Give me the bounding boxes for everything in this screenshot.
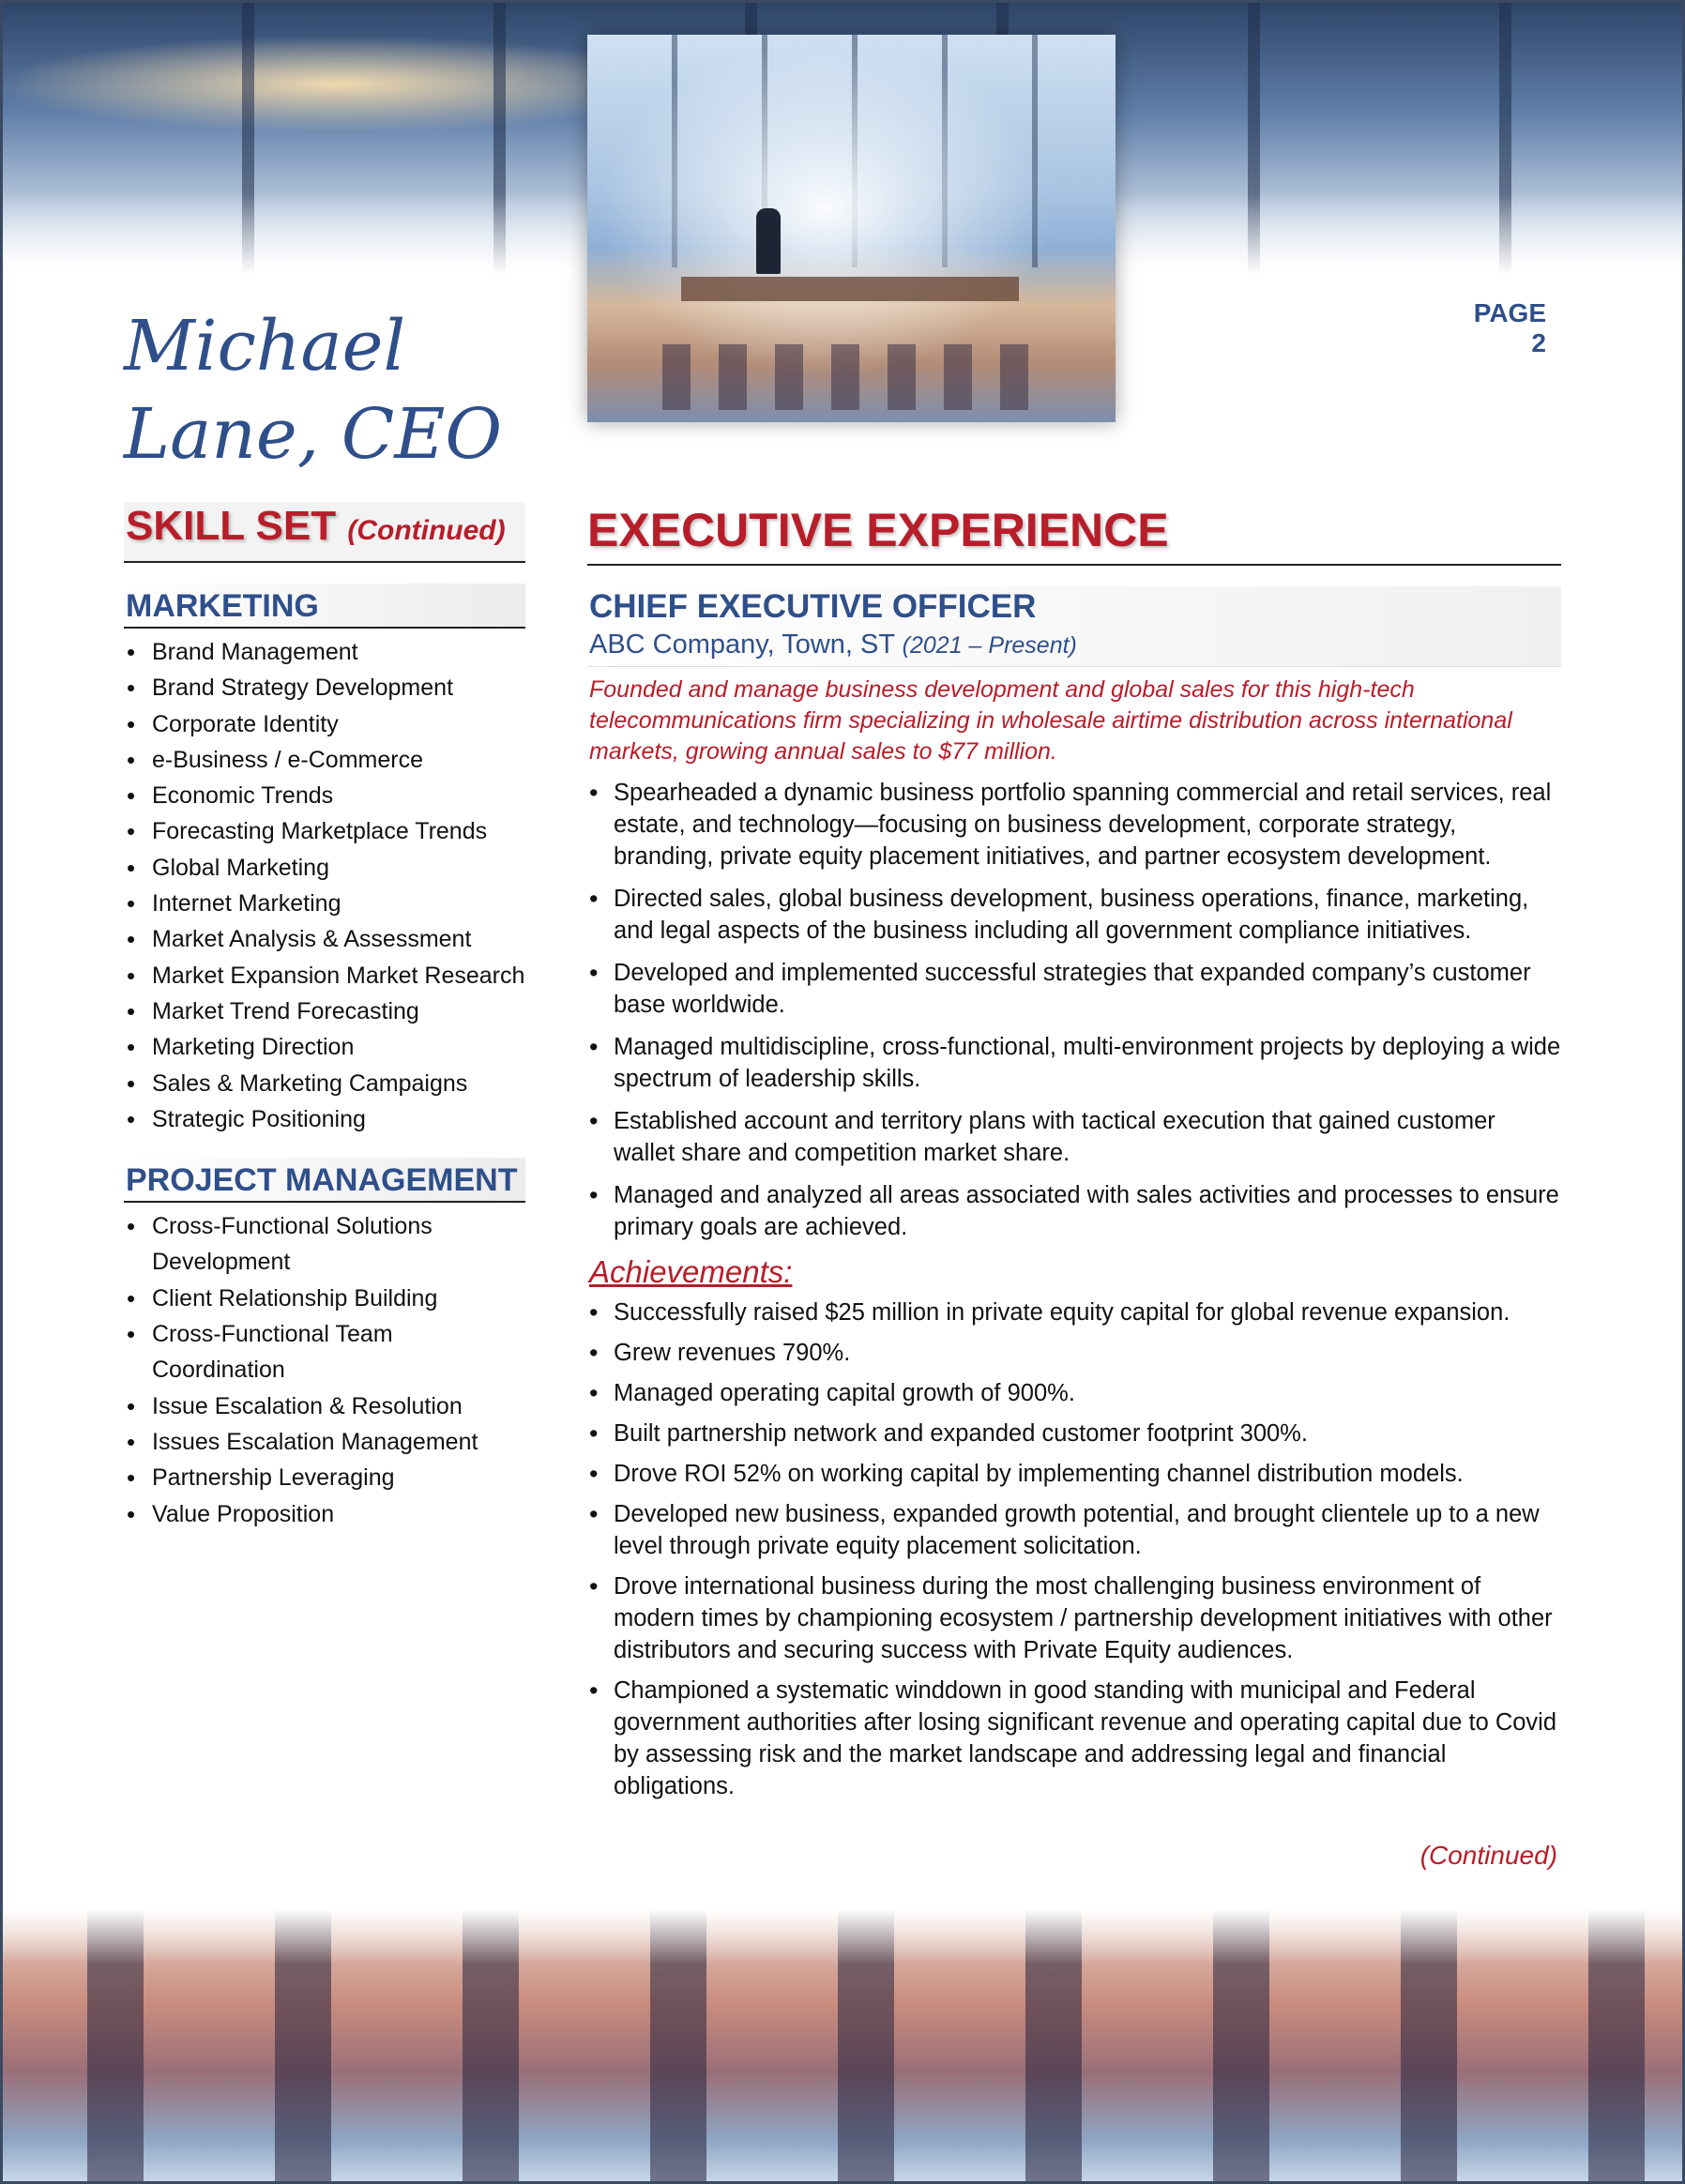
list-item: • Global Marketing — [124, 850, 525, 886]
project-management-heading: PROJECT MANAGEMENT — [124, 1158, 525, 1203]
responsibilities-list — [587, 777, 1561, 1243]
list-item: • Developed and implemented successful strategies that expanded company’s customer base worldwide. — [587, 957, 1561, 1021]
list-item: • Cross-Functional Solutions Development — [124, 1208, 525, 1281]
floor-reflection — [662, 344, 1038, 410]
list-item: • Marketing Direction — [124, 1029, 525, 1065]
list-item: • Economic Trends — [124, 778, 525, 813]
job-title: CHIEF EXECUTIVE OFFICER — [589, 588, 1037, 625]
company-name: ABC Company, Town, ST — [589, 629, 895, 660]
list-item: • Sales & Marketing Campaigns — [124, 1066, 525, 1101]
list-item: • Successfully raised $25 million in private equity capital for global revenue expansion. — [587, 1297, 1561, 1328]
list-item: • Issue Escalation & Resolution — [124, 1388, 525, 1424]
continued-note: (Continued) — [1419, 1841, 1557, 1870]
list-item: • Grew revenues 790%. — [587, 1337, 1561, 1369]
list-item: • Managed multidiscipline, cross-functional, multi-environment projects by deploying a wide spectrum of leadership skills. — [587, 1031, 1561, 1095]
list-item: • Market Analysis & Assessment — [124, 921, 525, 957]
skill-set-title: SKILL SET — [126, 503, 337, 549]
list-item: • e-Business / e-Commerce — [124, 742, 525, 778]
list-item: • Corporate Identity — [124, 706, 525, 742]
candidate-name: Michael Lane, CEO — [124, 306, 503, 475]
achievements-list — [587, 1297, 1561, 1802]
conference-table — [681, 277, 1019, 301]
standing-person-silhouette — [756, 208, 781, 274]
marketing-heading: MARKETING — [124, 584, 525, 629]
list-item: • Developed new business, expanded growth potential, and brought clientele up to a new level through private equity placement solicitation. — [587, 1498, 1561, 1562]
bottom-banner-image — [3, 1909, 1682, 2181]
list-item: • Championed a systematic winddown in good standing with municipal and Federal government authorities after losing significant revenue and operating capital due to Covid by assessing risk and the market landscape and addressing legal and financial obligations. — [587, 1675, 1561, 1802]
project-management-skill-list — [124, 1208, 525, 1532]
list-item: • Managed operating capital growth of 900%. — [587, 1377, 1561, 1409]
list-item: • Directed sales, global business development, business operations, finance, marketing, and legal aspects of the business including all government compliance initiatives. — [587, 883, 1561, 947]
job-summary: Founded and manage business development and global sales for this high-tech telecommunications firm specializing in wholesale airtime distribution across international markets, growing annual sales to $77 million. — [589, 676, 1512, 765]
achievements-heading: Achievements: — [589, 1254, 793, 1289]
list-item: • Brand Management — [124, 634, 525, 670]
marketing-skill-list — [124, 634, 525, 1137]
page-number: PAGE 2 — [1473, 298, 1546, 357]
experience-column — [587, 502, 1561, 1811]
list-item: • Established account and territory plans with tactical execution that gained customer wallet share and competition market share. — [587, 1105, 1561, 1169]
list-item: • Forecasting Marketplace Trends — [124, 813, 525, 849]
list-item: • Internet Marketing — [124, 886, 525, 921]
boardroom-photo — [587, 35, 1116, 422]
list-item: • Issues Escalation Management — [124, 1424, 525, 1460]
list-item: • Drove ROI 52% on working capital by implementing channel distribution models. — [587, 1458, 1561, 1490]
list-item: • Client Relationship Building — [124, 1281, 525, 1316]
job-header — [587, 586, 1561, 667]
company-line — [589, 628, 1559, 662]
list-item: • Drove international business during the most challenging business environment of modern times by championing ecosystem / partnership development initiatives with other distributors and securing success with Private Equity audiences. — [587, 1570, 1561, 1666]
list-item: • Cross-Functional Team Coordination — [124, 1316, 525, 1388]
list-item: • Built partnership network and expanded customer footprint 300%. — [587, 1418, 1561, 1449]
skill-set-continued: (Continued) — [347, 515, 506, 546]
executive-experience-heading: EXECUTIVE EXPERIENCE — [587, 502, 1561, 566]
list-item: • Value Proposition — [124, 1496, 525, 1532]
skill-set-column — [124, 502, 525, 1532]
list-item: • Market Trend Forecasting — [124, 993, 525, 1029]
list-item: • Managed and analyzed all areas associated with sales activities and processes to ensure primary goals are achieved. — [587, 1179, 1561, 1243]
employment-dates: (2021 – Present) — [902, 632, 1077, 659]
list-item: • Market Expansion Market Research — [124, 958, 525, 993]
list-item: • Brand Strategy Development — [124, 670, 525, 705]
list-item: • Partnership Leveraging — [124, 1460, 525, 1495]
list-item: • Strategic Positioning — [124, 1101, 525, 1137]
skill-set-heading — [124, 502, 525, 563]
list-item: • Spearheaded a dynamic business portfolio spanning commercial and retail services, real estate, and technology—focusing on business development, corporate strategy, branding, private equity placement initiatives, and partner ecosystem development. — [587, 777, 1561, 872]
